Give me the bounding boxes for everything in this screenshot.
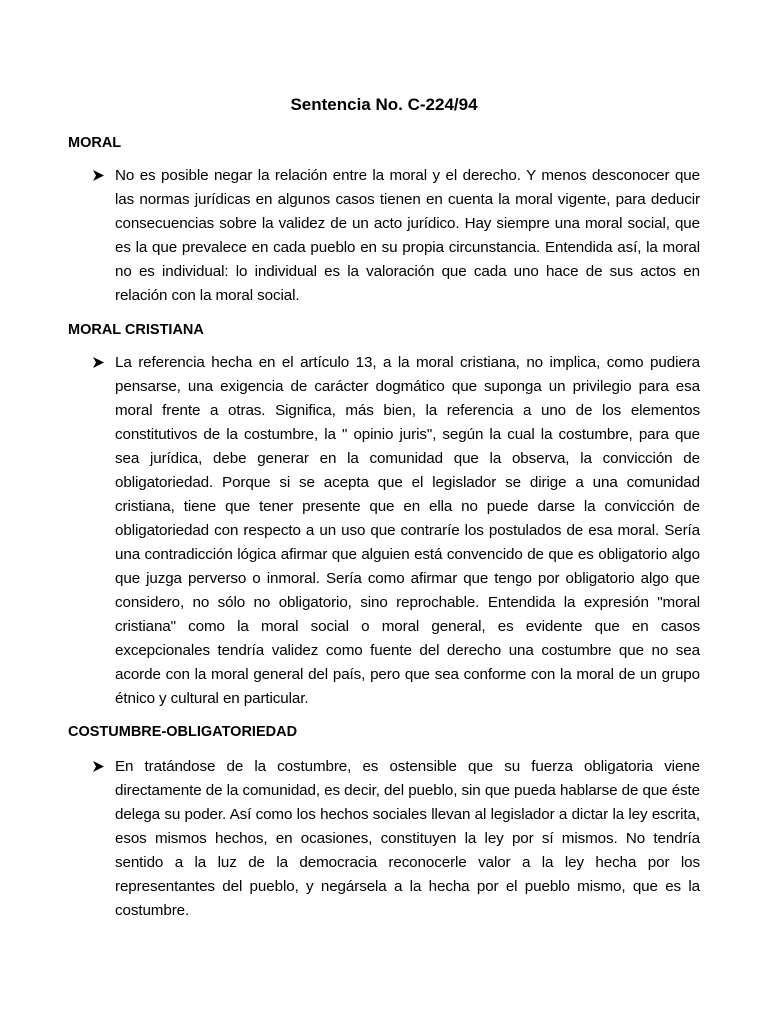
arrowhead-bullet-icon [92,351,106,369]
section-heading-moral: MORAL [68,135,122,151]
section-heading-moral-cristiana: MORAL CRISTIANA [68,322,204,338]
arrowhead-bullet-icon [92,164,106,182]
arrowhead-bullet-icon [92,755,106,773]
section-paragraph-moral-cristiana: La referencia hecha en el artículo 13, a la moral cristiana, no implica, como pudiera pensarse, una exigencia de carácter dogmático que suponga un privilegio para esa moral frente a otras. Significa, más bien, la referencia a uno de los elementos constitutivos de la costumbre, la " opinio juris", según la cual la costumbre, para que sea jurídica, debe generar en la comunidad que la observa, la convicción de obligatoriedad. Porque si se acepta que el legislador se dirige a una comunidad cristiana, tiene que tener presente que en ella no puede darse la convicción de obligatoriedad con respecto a un uso que contraríe los postulados de esa moral. Sería una contradicción lógica afirmar que alguien está convencido de que es obligatorio algo que juzga perverso o inmoral. Sería como afirmar que tengo por obligatorio algo que considero, no sólo no obligatorio, sino reprochable. Entendida la expresión "moral cristiana" como la moral social o moral general, es evidente que en casos excepcionales tendría validez como fuente del derecho una costumbre que no sea acorde con la moral general del país, pero que sea conforme con la moral de un grupo étnico y cultural en particular. [115,354,700,707]
section-paragraph-costumbre-obligatoriedad: En tratándose de la costumbre, es ostensible que su fuerza obligatoria viene directamente de la comunidad, es decir, del pueblo, sin que pueda hablarse de que éste delega su poder. Así como los hechos sociales llevan al legislador a dictar la ley escrita, esos mismos hechos, en ocasiones, constituyen la ley por sí mismos. No tendría sentido a la luz de la democracia reconocerle valor a la ley hecha por los representantes del pueblo, y negársela a la hecha por el pueblo mismo, que es la costumbre. [115,758,700,919]
section-paragraph-moral: No es posible negar la relación entre la moral y el derecho. Y menos desconocer que las normas jurídicas en algunos casos tienen en cuenta la moral vigente, para deducir consecuencias sobre la validez de un acto jurídico. Hay siempre una moral social, que es la que prevalece en cada pueblo en su propia circunstancia. Entendida así, la moral no es individual: lo individual es la valoración que cada uno hace de sus actos en relación con la moral social. [115,167,700,304]
section-heading-costumbre-obligatoriedad: COSTUMBRE-OBLIGATORIEDAD [68,724,298,740]
document-title: Sentencia No. C-224/94 [290,95,478,114]
